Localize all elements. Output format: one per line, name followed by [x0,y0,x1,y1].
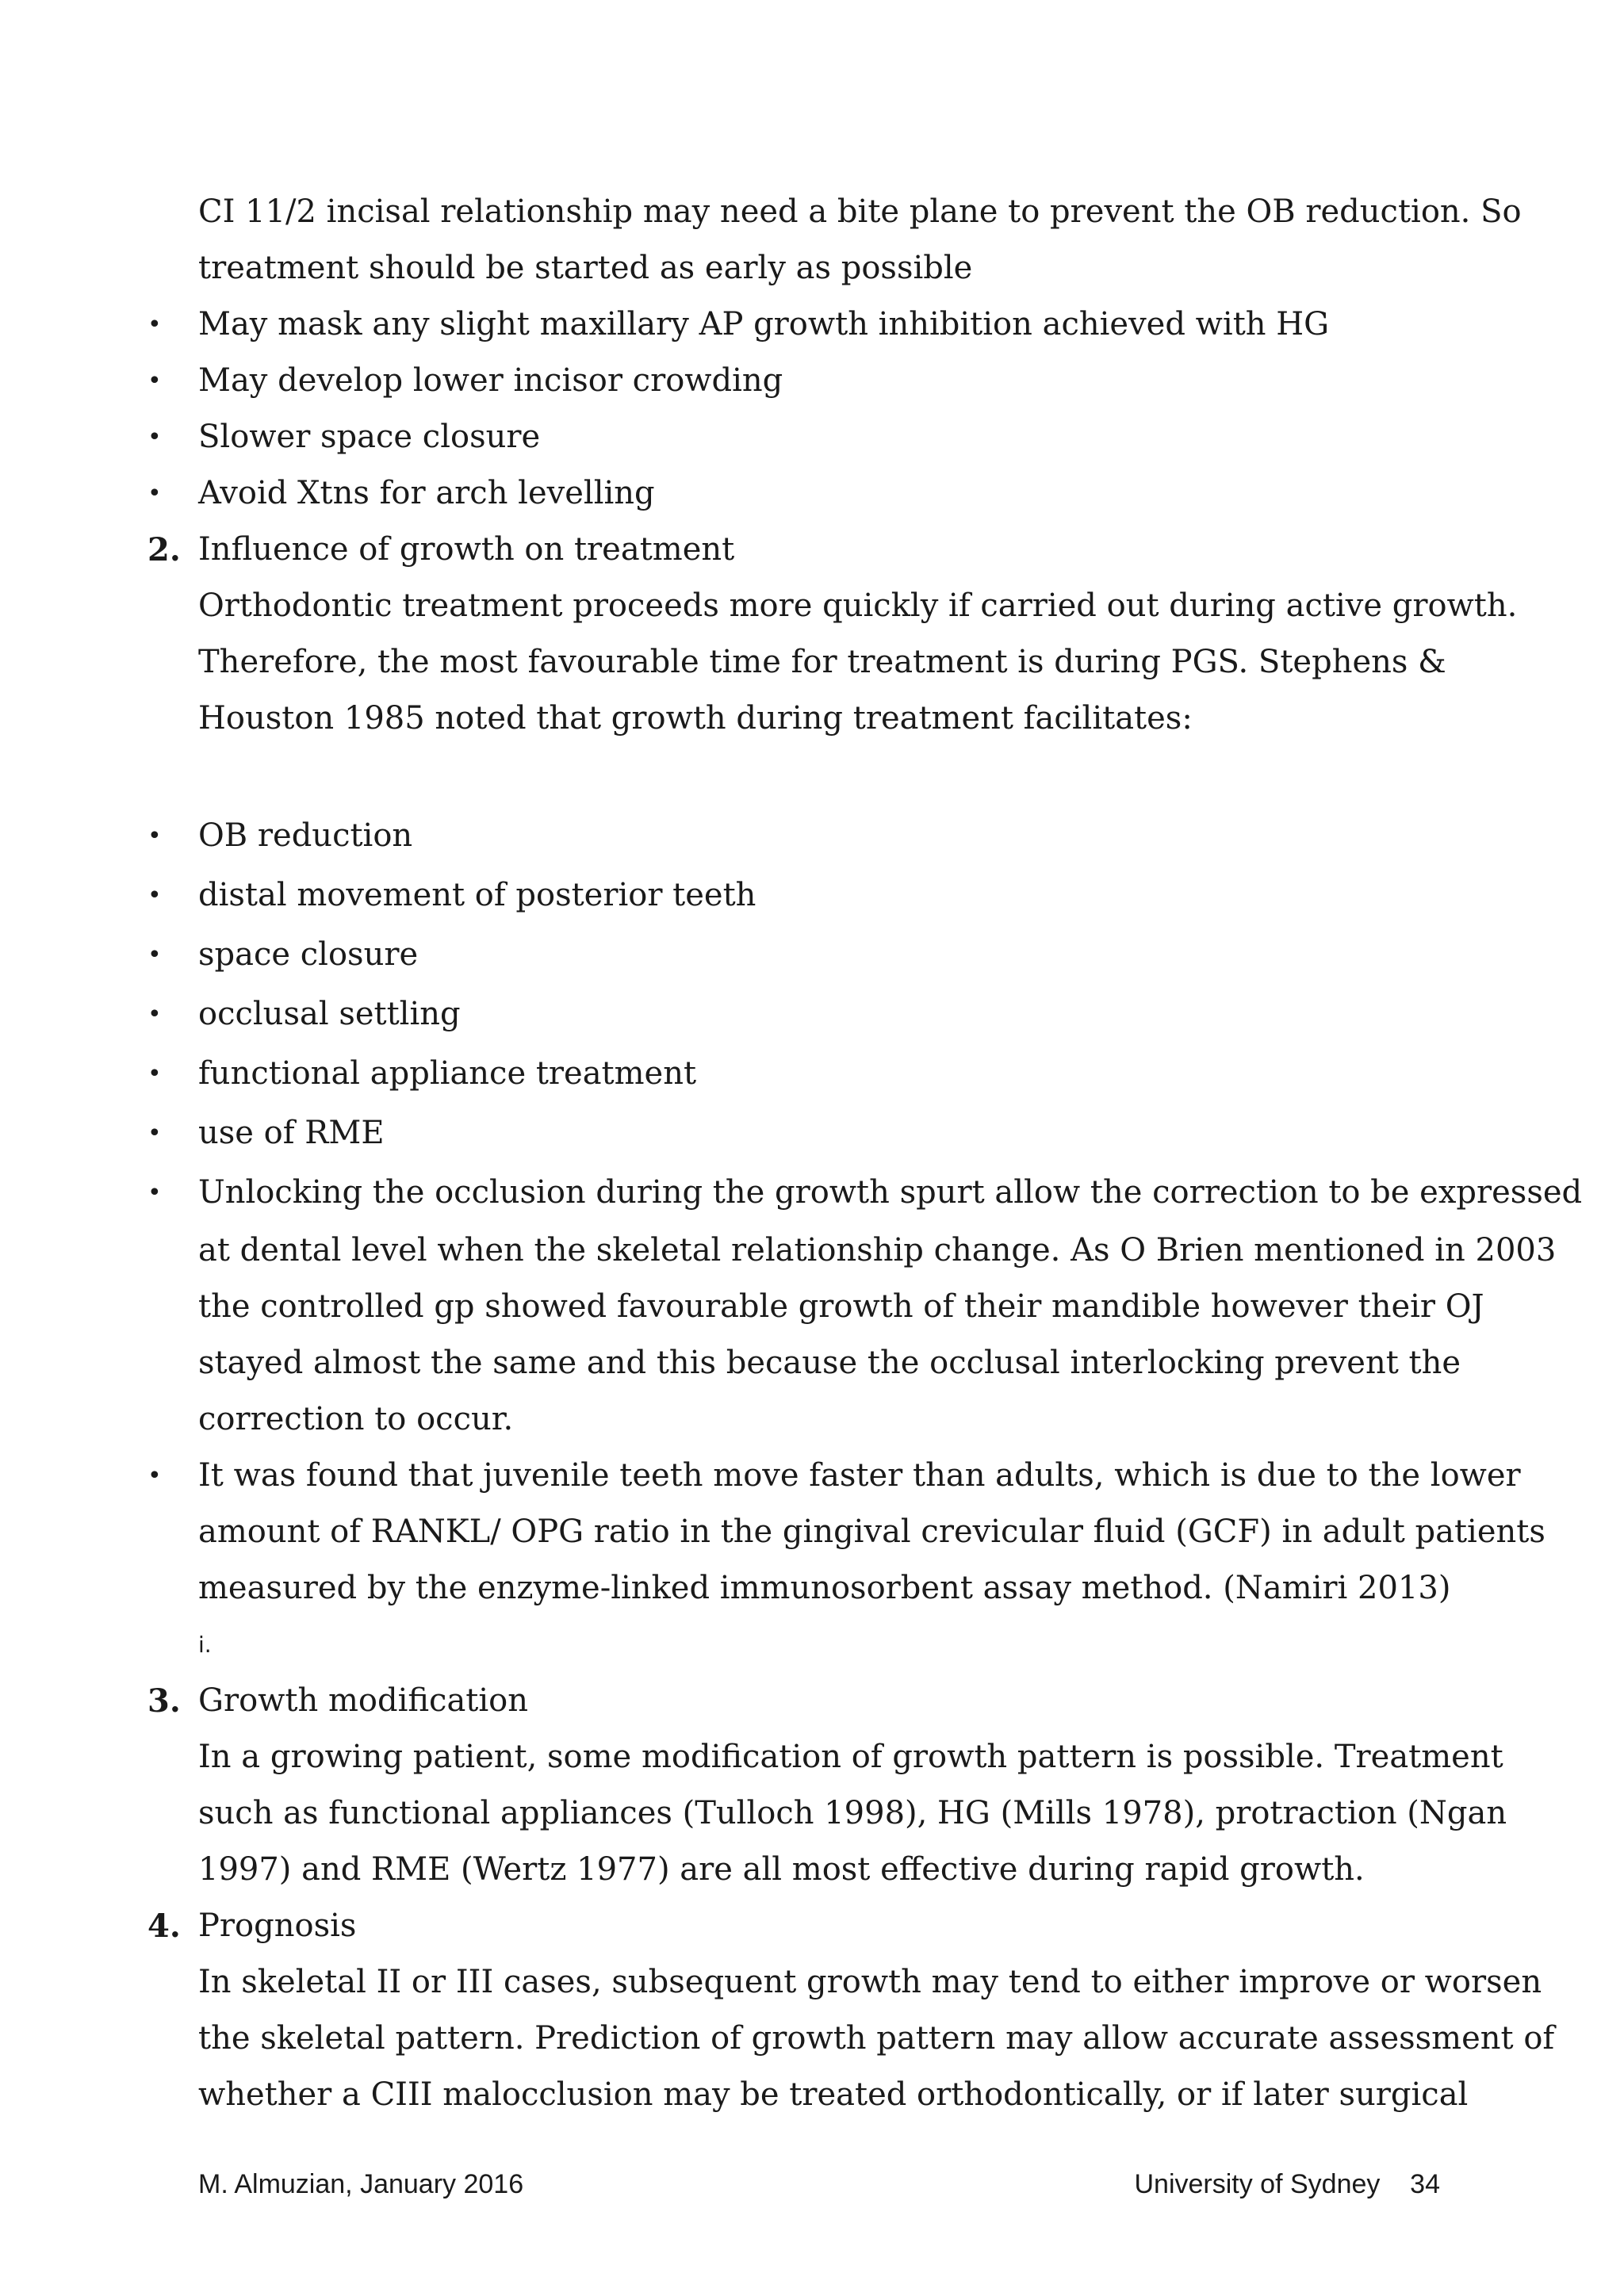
text-line: such as functional appliances (Tulloch 1998), HG (Mills 1978), protraction (Ngan [198,1795,1507,1831]
section-title: Influence of growth on treatment [198,531,735,568]
blank-line [0,747,1624,806]
bullet-icon: • [147,480,162,507]
list-item [0,409,1624,465]
text-line: In a growing patient, some modification of growth pattern is possible. Treatment [198,1739,1503,1775]
list-item-text: use of RME [198,1115,385,1151]
paragraph-line [0,1279,1624,1335]
list-item [0,806,1624,866]
text-line: correction to occur. [198,1401,514,1437]
text-line: measured by the enzyme-linked immunosorbent assay method. (Namiri 2013) [198,1570,1451,1606]
text-line: Orthodontic treatment proceeds more quickly if carried out during active growth. [198,587,1518,624]
section-number: 2. [147,531,181,568]
list-item-text: OB reduction [198,817,413,854]
bullet-icon: • [147,941,162,969]
section-number: 4. [147,1908,181,1945]
paragraph-line [0,2011,1624,2067]
section-number: 3. [147,1682,181,1720]
section-heading [0,1673,1624,1729]
paragraph-line [0,1785,1624,1842]
text-line: Therefore, the most favourable time for treatment is during PGS. Stephens & [198,644,1446,680]
footer-institution-page: University of Sydney 34 [1134,2169,1440,2199]
bullet-icon: • [147,1119,162,1147]
text-line: the controlled gp showed favourable growth of their mandible however their OJ [198,1288,1484,1325]
bullet-icon: • [147,882,162,909]
list-item [0,1448,1624,1504]
list-item [0,985,1624,1044]
list-item-text: Unlocking the occlusion during the growth spurt allow the correction to be expressed [198,1174,1583,1211]
paragraph-line [0,1729,1624,1785]
list-item [0,1163,1624,1223]
list-item [0,1044,1624,1104]
paragraph-line [0,578,1624,634]
bullet-icon: • [147,1179,162,1207]
bullet-icon: • [147,367,162,395]
bullet-icon: • [147,423,162,451]
list-item-text: functional appliance treatment [198,1055,697,1092]
list-item-text: distal movement of posterior teeth [198,877,756,913]
paragraph-line [0,634,1624,691]
list-item [0,925,1624,985]
paragraph-line [0,2067,1624,2123]
bullet-icon: • [147,1060,162,1088]
footer-author-date: M. Almuzian, January 2016 [198,2169,524,2199]
page-body [0,184,1624,2123]
text-line: whether a CIII malocclusion may be treated orthodontically, or if later surgical [198,2076,1469,2113]
paragraph-line [0,240,1624,297]
paragraph-line [0,184,1624,240]
paragraph-line [0,1842,1624,1898]
bullet-icon: • [147,311,162,339]
paragraph-line [0,1560,1624,1617]
text-line: the skeletal pattern. Prediction of growth pattern may allow accurate assessment of [198,2020,1555,2057]
bullet-icon: • [147,822,162,850]
list-item-text: It was found that juvenile teeth move faster than adults, which is due to the lower [198,1457,1521,1494]
paragraph-line [0,1391,1624,1448]
text-line: treatment should be started as early as possible [198,250,973,286]
list-item [0,1104,1624,1163]
section-title: Growth modification [198,1682,528,1719]
text-line: stayed almost the same and this because the occlusal interlocking prevent the [198,1345,1461,1381]
list-item-text: space closure [198,936,419,973]
paragraph-line [0,1954,1624,2011]
bullet-icon: • [147,1001,162,1028]
bullet-icon: • [147,1462,162,1490]
text-line: Houston 1985 noted that growth during treatment facilitates: [198,700,1193,737]
list-item [0,465,1624,522]
text-line: at dental level when the skeletal relationship change. As O Brien mentioned in 2003 [198,1232,1557,1269]
text-line: In skeletal II or III cases, subsequent growth may tend to either improve or worsen [198,1964,1542,2000]
section-title: Prognosis [198,1908,357,1944]
list-item-text: Avoid Xtns for arch levelling [198,475,655,511]
roman-marker-line [0,1617,1624,1673]
paragraph-line [0,1504,1624,1560]
text-line: amount of RANKL/ OPG ratio in the gingival crevicular fluid (GCF) in adult patients [198,1513,1545,1550]
list-item [0,297,1624,353]
section-heading [0,522,1624,578]
list-item-text: May mask any slight maxillary AP growth inhibition achieved with HG [198,306,1330,342]
paragraph-line [0,691,1624,747]
list-item-text: Slower space closure [198,419,541,455]
roman-marker: i. [198,1632,212,1658]
section-heading [0,1898,1624,1954]
list-item-text: occlusal settling [198,996,461,1032]
list-item [0,866,1624,925]
list-item-text: May develop lower incisor crowding [198,362,783,399]
list-item [0,353,1624,409]
text-line: 1997) and RME (Wertz 1977) are all most effective during rapid growth. [198,1851,1365,1888]
paragraph-line [0,1223,1624,1279]
paragraph-line [0,1335,1624,1391]
facilitates-list [0,806,1624,1223]
text-line: CI 11/2 incisal relationship may need a bite plane to prevent the OB reduction. So [198,193,1522,230]
